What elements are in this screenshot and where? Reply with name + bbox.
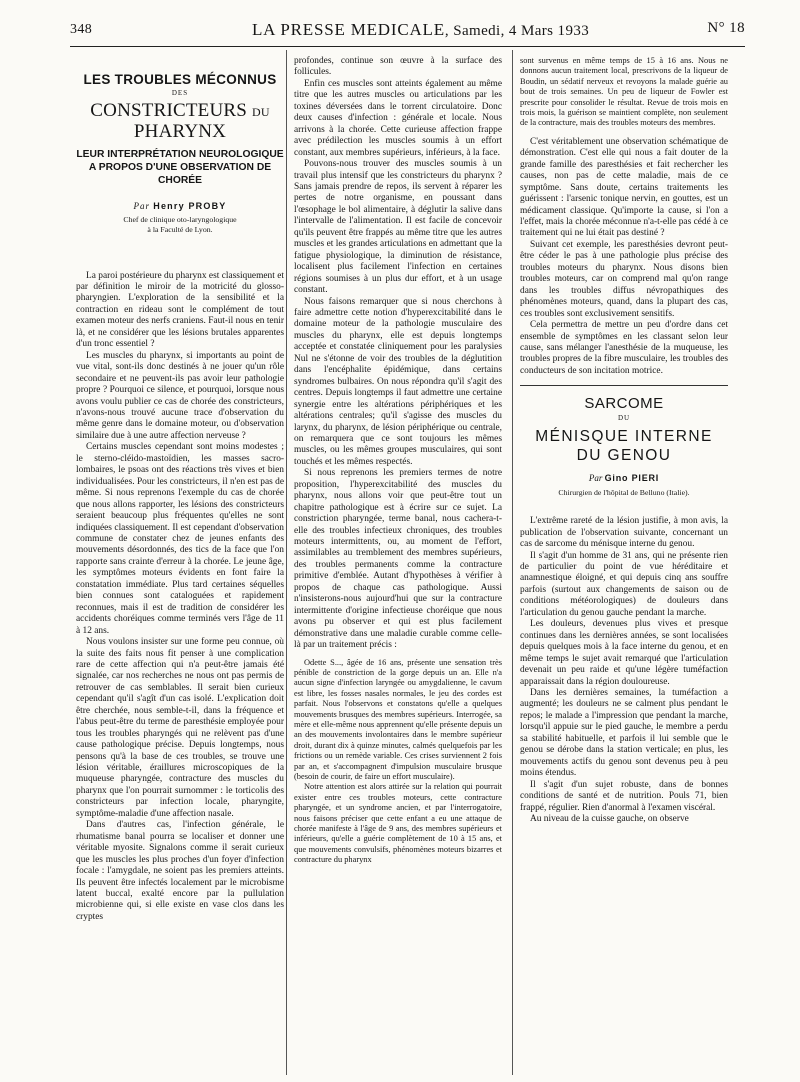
column-1: [76, 60, 284, 923]
article-2-title-2: MÉNISQUE INTERNE: [535, 428, 713, 446]
article-2-author: Gino PIERI: [604, 473, 660, 484]
paragraph: Si nous reprenons les premiers termes de notre proposition, l'hyperexcitabilité des muscles du pharynx, nous allons voir que peut-être tout un chapitre pathologique est à écrire sur ce sujet. La constriction pharyngée, terme banal, nous cachera-t-elle des troubles infectieux chroniques, des troubles moteurs intermittents, ou, au moment de l'effort, assimilables au tremblement des membres supérieurs, des troubles permanents comme la contracture primitive d'emblée. Autant d'hypothèses à vérifier à propos de chaque cas pathologique. Aussi n'insisterons-nous aujourd'hui que sur la contracture intermittente d'origine infectieuse choréique que nous avons pu observer et qui est plus facilement démonstrative dans une maladie curable comme celle-là par un traitement précis :: [294, 468, 502, 651]
case-report-paragraph: Odette S..., âgée de 16 ans, présente une sensation très pénible de constriction de la gorge depuis un an. Elle n'a aucun signe d'infection laryngée ou amygdalienne, le cavum est libre, les fosses nasales normales, le jeu des cordes est parfait. Nous l'observons et constatons qu'elle a quelques mouvements brusques des membres supérieurs. Interrogée, sa mère et elle-même nous apprennent qu'elle présente depuis un an des mouvements involontaires dans le membre supérieur droit, durant dix à quinze minutes, calmés quelquefois par les frictions ou un remède variable. Ces crises surviennent 2 fois par an, et s'accompagnent d'impulsion musculaire brusque (besoin de courir, de faire un effort musculaire).: [294, 657, 503, 782]
paragraph: La paroi postérieure du pharynx est classiquement et par définition le miroir de la motricité du glosso-pharyngien. L'exploration de la sensibilité et la contraction en rideau sont le complément de tout examen moteur des nerfs craniens. Faut-il nous en tenir là, et ne considérer que les lésions brutales apparentes d'un tronc essentiel ?: [76, 270, 285, 350]
page-number: 348: [70, 22, 93, 37]
paragraph: Nous faisons remarquer que si nous cherchons à faire admettre cette notion d'hyperexcitabilité dans le domaine moteur de la pathologie musculaire des muscles du pharynx, elle est depuis longtemps acceptée et constatée cliniquement pour les paralysies Nul ne s'étonne de voir des troubles de la déglutition dans l'encéphalite épidémique, dans certains syndromes bulbaires. On nous répondra qu'il s'agit des centres. Depuis longtemps il faut admettre une certaine synergie entre les altérations périphériques et les altérations centrales; qu'il s'agisse des muscles du larynx, du pharynx, de lésion périphérique ou centrale, on remarquera que ce sont toujours les mêmes muscles, ou les mêmes groupes musculaires, qui sont touchés et les mêmes respectés.: [294, 296, 502, 467]
paragraph: Il s'agit d'un homme de 31 ans, qui ne présente rien de particulier du point de vue héréditaire et anamnestique éloigné, et qui depuis cinq ans souffre parfois (surtout aux changements de saison ou de conditions météorologiques) de douleurs dans l'articulation du genou gauche pendant la marche.: [520, 550, 728, 618]
paragraph: Enfin ces muscles sont atteints également au même titre que les autres muscles ou articulations par les toxines déversées dans le torrent circulatoire. Donc deux causes d'infection : générale et locale. Nous arrivons à la chorée. Cette curieuse affection frappe avec prédilection les muscles soumis à un effort constant, aux membres supérieurs, inférieurs, à la face.: [294, 78, 502, 158]
main-title-part1: CONSTRICTEURS: [90, 99, 248, 121]
main-title-du: DU: [251, 104, 270, 119]
article-1-main-title: [76, 101, 284, 142]
paragraph: Pouvons-nous trouver des muscles soumis à un travail plus intensif que les constricteurs du pharynx ? Sans jamais prendre de repos, ils servent à réparer les pertes de notre organisme, en poussant dans l'œsophage le bol alimentaire, à déglutir la salive dans l'intervalle de l'alimentation. Il est facile de concevoir qu'ils peuvent être frappés au même titre que les autres muscles et les grandes articulations en admettant que la fatigue physiologique, la diminution de résistance, localisent plus facilement l'infection en certaines régions soumises à un plus dur effort, et à un usage constant.: [294, 159, 502, 296]
paragraph: Dans d'autres cas, l'infection générale, le rhumatisme banal pourra se localiser et donner une véritable myosite. Signalons comme il serait curieux que les muscles les plus proches d'un foyer d'infection focale : l'amygdale, ne soient pas les premiers atteints. Ils peuvent être infectés localement par le microbisme latent buccal, exalté encore par la pullulation microbienne qui, si elle existe en vase clos dans les cryptes: [76, 820, 284, 922]
affiliation-line-2: à la Faculté de Lyon.: [147, 224, 213, 234]
case-report-paragraph: Notre attention est alors attirée sur la relation qui pourrait exister entre ces troubles moteurs, cette contracture pharyngée, et un syndrome ancien, et par l'interrogatoire, nous faisons préciser que cette enfant a eu une attaque de chorée manifeste à l'âge de 9 ans, des membres supérieurs et inférieurs, qu'elle a guérie complètement de 10 à 15 ans, et que mouvements convulsifs, phénomènes moteurs bizarres et contracture du pharynx: [294, 782, 502, 865]
article-1-affiliation: [76, 215, 284, 234]
column-2: [294, 56, 502, 866]
header-rule: [70, 46, 745, 47]
paragraph: Les muscles du pharynx, si importants au point de vue vital, sont-ils donc destinés à ne jouer qu'un rôle secondaire et ne peuvent-ils pas avoir leur pathologie propre ? Pourquoi ce silence, et pourquoi, lorsque nous avons voulu publier ce cas de chorée des constricteurs, n'avons-nous trouvé aucune trace d'observation du même genre dans le domaine moteur, ou d'observation similaire due à une autre affection nerveuse ?: [76, 350, 284, 441]
paragraph: L'extrême rareté de la lésion justifie, à mon avis, la publication de l'observation suivante, concernant un cas de sarcome du ménisque interne du genou.: [520, 516, 728, 550]
paragraph: C'est véritablement une observation schématique de démonstration. C'est elle qui nous a fait douter de la grande famille des paresthésies et fait rechercher les causes, non pas de cette maladie, mais de ce symptôme. Sans doute, certains traitements les guérissent : l'arsenic tonique nervin, en gouttes, est un médicament classique. Qu'importe la cause, si l'on a l'effet, mais la chorée méconnue n'a-t-elle pas cédé à ce traitement qui ne lui était pas destiné ?: [520, 136, 728, 239]
article-2-title-3: DU GENOU: [576, 447, 672, 465]
column-3: [520, 56, 728, 825]
affiliation-line-1: Chef de clinique oto-laryngologique: [123, 215, 237, 225]
case-report-paragraph: sont survenus en même temps de 15 à 16 ans. Nous ne donnons aucun traitement local, prescrivons de la liqueur de Boudin, un sédatif nerveux et revoyons la malade guérie au bout de trois semaines. Un peu de liqueur de Fowler est prescrite pour consolider le résultat. Revue de trois mois en trois mois, la guérison se maintient complète, non seulement de la contracture, mais des troubles moteurs des membres.: [520, 56, 728, 128]
article-2-title-block: [520, 395, 728, 498]
issue-date: , Samedi, 4 Mars 1933: [444, 23, 590, 39]
byline-par: Par: [588, 473, 603, 484]
paragraph: Les douleurs, devenues plus vives et presque continues dans les dernières années, se sont localisées depuis quelques mois à la face interne du genou, et en même temps le sujet avait remarqué que l'articulation devenait un peu raide et qu'une légère tuméfaction apparaissait dans la région douloureuse.: [520, 619, 728, 687]
article-2-title-du: DU: [617, 413, 631, 422]
page-header: [70, 20, 745, 44]
paragraph: Dans les dernières semaines, la tuméfaction a augmenté; les douleurs ne se calment plus pendant le repos; le malade a l'impression que pendant la marche, lorsqu'il appuie sur le pied gauche, le membre a perdu sa stabilité habituelle, et parfois il lui semble que le genou se dérobe dans la station verticale; en plus, les mouvements actifs du genou sont devenus peu à peu moins étendus.: [520, 687, 728, 779]
paragraph: Certains muscles cependant sont moins modestes ; le sterno-cléido-mastoïdien, les masses sacro-lombaires, le psoas ont des réactions très vives et bien individualisées. Pour les constricteurs, il n'en est pas de même. Si nous reprenons l'exemple du cas de chorée que nous allons rapporter, les lésions des constricteurs seraient beaucoup plus fréquentes qu'elles ne sont indiquées classiquement. Il est cependant d'observation commune de constater chez de jeunes enfants des mouvements désordonnés, des tics de la face que l'on rapporte sans crainte d'erreur à la chorée. Le jeune âge, les symptômes moteurs évidents en font faire la constatation immédiate. Plus tard certaines séquelles bien connues sont cataloguées et rapidement reconnues, mais il est de tradition de considérer les accidents choréiques comme terminés vers l'âge de 11 à 12 ans.: [76, 442, 284, 636]
article-2-byline: [520, 473, 728, 484]
journal-name: LA PRESSE MEDICALE: [252, 20, 445, 39]
article-1-title-des: DES: [171, 89, 189, 98]
article-1-author: Henry PROBY: [153, 200, 227, 211]
article-separator: [520, 385, 728, 386]
column-rule-1: [286, 50, 287, 1075]
journal-title: [252, 20, 589, 40]
paragraph: profondes, continue son œuvre à la surface des follicules.: [294, 56, 502, 78]
column-rule-2: [512, 50, 513, 1075]
paragraph: Il s'agit d'un sujet robuste, dans de bonnes conditions de santé et de nutrition. Pouls 71, bien frappé, régulier. Rien d'anormal à l'examen viscéral.: [520, 779, 728, 813]
main-title-part2: PHARYNX: [133, 120, 227, 142]
article-1-subtitle: LEUR INTERPRÉTATION NEUROLOGIQUE A PROPOS D'UNE OBSERVATION DE CHORÉE: [76, 148, 284, 186]
paragraph: Cela permettra de mettre un peu d'ordre dans cet ensemble de symptômes en les classant selon leur cause, sans mélanger l'anesthésie de la muqueuse, les troubles propres de la fibre musculaire, les troubles des conducteurs de son incitation motrice.: [520, 320, 728, 376]
paragraph: Nous voulons insister sur une forme peu connue, où la suite des faits nous fit penser à une complication rare de cette affection qui n'a peut-être jamais été signalée, car nos recherches ne nous ont pas permis de retrouver de cas semblables. Il serait bien curieux cependant qu'il s'agît d'un cas isolé. L'explication doit être cherchée, nous semble-t-il, dans la fréquence et l'abus peut-être du terme de paresthésie employée pour tous les troubles pharyngés qui ne relèvent pas d'une cause pathologique précise. Depuis longtemps, nous pensons qu'à la base de ces troubles, se trouve une lésion véritable, éraillures microscopiques de la muqueuse pharyngée, contracture des muscles du pharynx que l'on pourrait surnommer : le torticolis des constricteurs par infection locale, pharyngite, symptôme-maladie d'une affection nasale.: [76, 637, 284, 819]
article-1-title-block: [76, 74, 284, 235]
paragraph: Suivant cet exemple, les paresthésies devront peut-être céder le pas à une pathologie plus précise des troubles moteurs du pharynx. Nous disons bien troubles moteurs, car on comprend mal qu'on range dans les troubles diffus névropathiques des phénomènes moteurs, quand, dans la plupart des cas, ces troubles sont exclusivement sensitifs.: [520, 239, 728, 319]
article-1-byline: [76, 201, 284, 212]
article-2-affiliation: Chirurgien de l'hôpital de Belluno (Italie).: [558, 487, 690, 497]
article-1-title-line1: LES TROUBLES MÉCONNUS: [83, 72, 277, 87]
article-2-title-1: SARCOME: [584, 395, 664, 413]
paragraph: Au niveau de la cuisse gauche, on observe: [530, 813, 689, 824]
byline-par: Par: [133, 200, 151, 211]
issue-number: N° 18: [707, 20, 745, 36]
